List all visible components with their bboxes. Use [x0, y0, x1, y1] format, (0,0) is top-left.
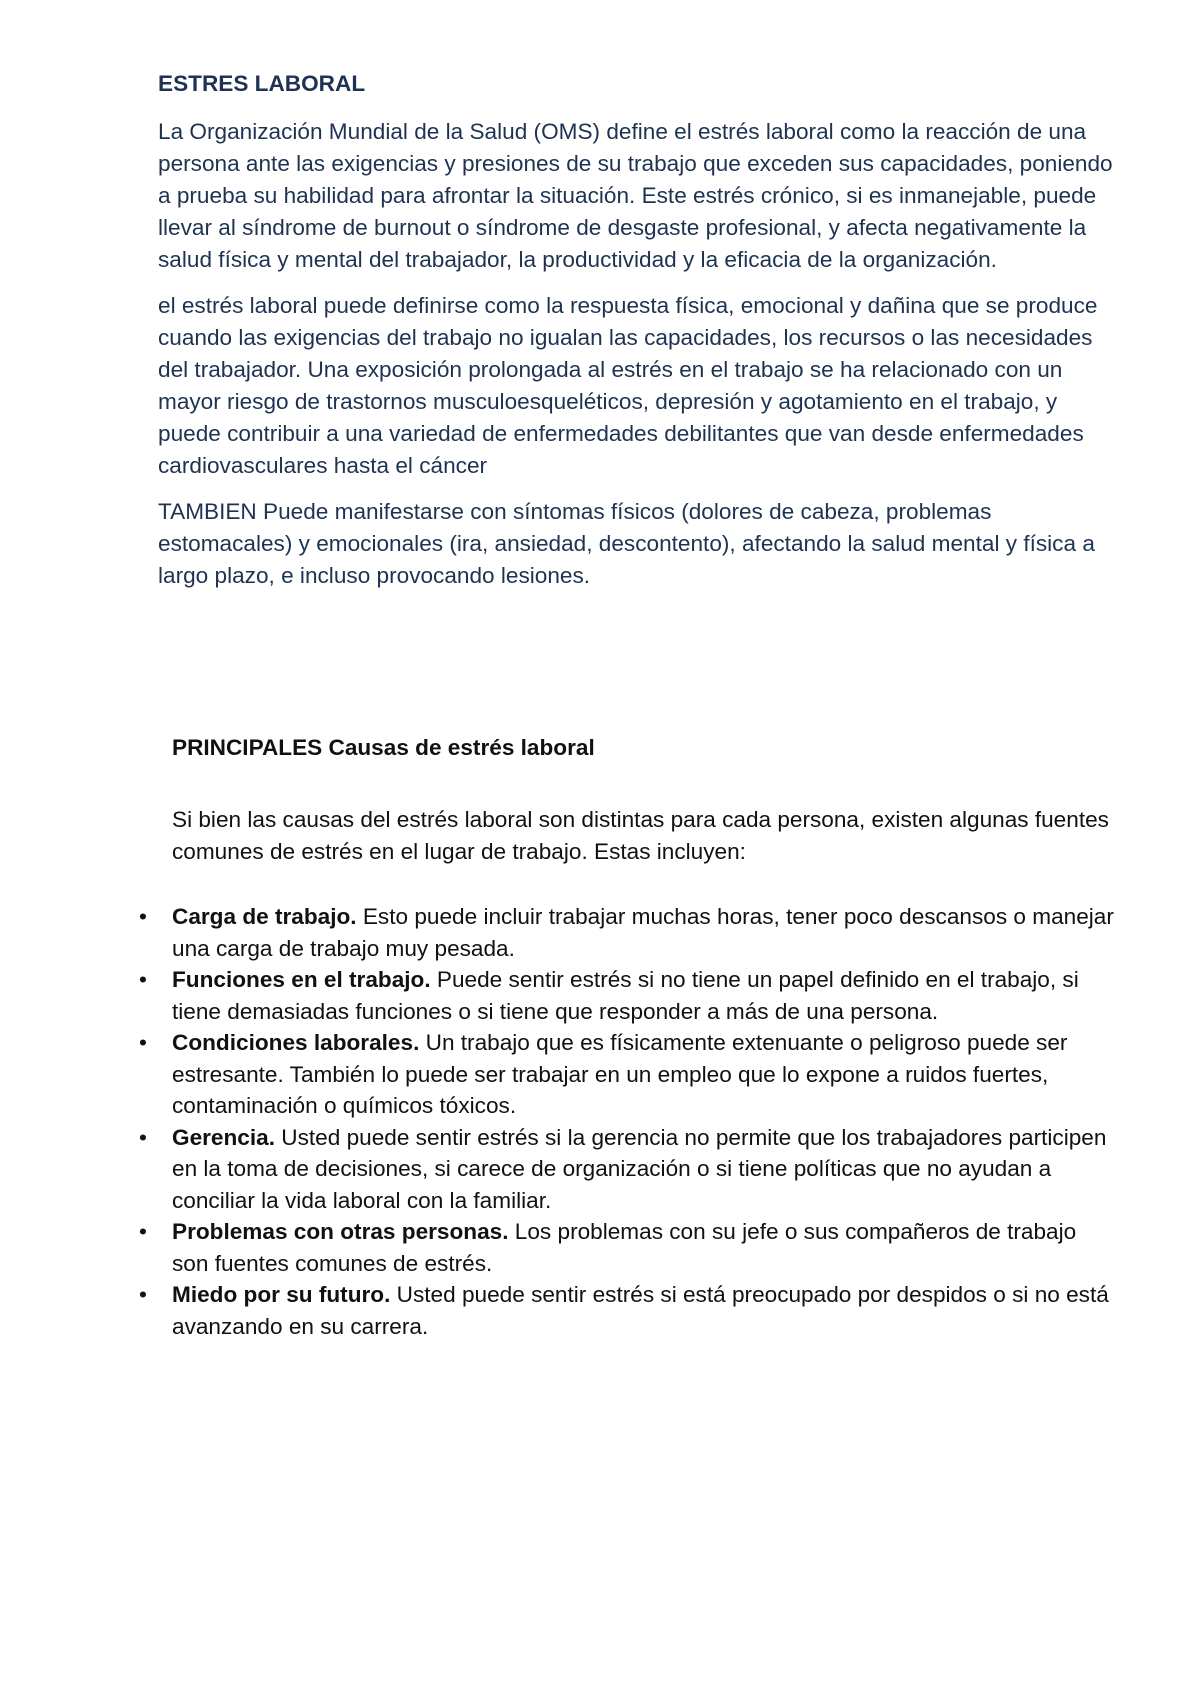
document-title: ESTRES LABORAL [158, 71, 366, 96]
list-item [139, 1216, 1118, 1279]
cause-term: Problemas con otras personas. [172, 1219, 509, 1244]
causes-section [139, 732, 1118, 1342]
bullet-icon: • [139, 1124, 147, 1150]
intro-section [158, 64, 1118, 606]
list-item [139, 1122, 1118, 1217]
cause-description: Los problemas con su jefe o sus compañeros de trabajo son fuentes comunes de estrés. [172, 1219, 1077, 1276]
bullet-icon: • [139, 1030, 147, 1055]
paragraph-symptoms: TAMBIEN Puede manifestarse con síntomas físicos (dolores de cabeza, problemas estomacales) y emocionales (ira, ansiedad, descontento), afectando la salud mental y física a largo plazo, e incluso provocando lesiones. [158, 499, 1095, 588]
cause-term: Gerencia. [172, 1124, 275, 1150]
causes-intro: Si bien las causas del estrés laboral son distintas para cada persona, existen algunas fuentes comunes de estrés en el lugar de trabajo. Estas incluyen: [172, 807, 1109, 864]
bullet-icon: • [139, 967, 147, 992]
bullet-icon: • [139, 1282, 147, 1307]
cause-description: Puede sentir estrés si no tiene un papel definido en el trabajo, si tiene demasiadas funciones o si tiene que responder a más de una persona. [172, 967, 1079, 1024]
list-item [139, 964, 1118, 1027]
list-item [139, 901, 1118, 964]
cause-description: Usted puede sentir estrés si la gerencia no permite que los trabajadores participen en la toma de decisiones, si carece de organización o si tiene políticas que no ayudan a conciliar la vida laboral con la familiar. [172, 1124, 1107, 1213]
list-item [139, 1027, 1118, 1122]
paragraph-oms-definition: La Organización Mundial de la Salud (OMS) define el estrés laboral como la reacción de una persona ante las exigencias y presiones de su trabajo que exceden sus capacidades, poniendo a prueba su habilidad para afrontar la situación. Este estrés crónico, si es inmanejable, puede llevar al síndrome de burnout o síndrome de desgaste profesional, y afecta negativamente la salud física y mental del trabajador, la productividad y la eficacia de la organización. [158, 119, 1113, 272]
causes-heading: PRINCIPALES Causas de estrés laboral [172, 735, 595, 760]
bullet-icon: • [139, 904, 147, 929]
cause-description: Usted puede sentir estrés si está preocupado por despidos o si no está avanzando en su carrera. [172, 1282, 1109, 1339]
causes-list [139, 901, 1118, 1342]
cause-term: Miedo por su futuro. [172, 1282, 391, 1307]
paragraph-physical-response: el estrés laboral puede definirse como la respuesta física, emocional y dañina que se produce cuando las exigencias del trabajo no igualan las capacidades, los recursos o las necesidades del trabajador. Una exposición prolongada al estrés en el trabajo se ha relacionado con un mayor riesgo de trastornos musculoesqueléticos, depresión y agotamiento en el trabajo, y puede contribuir a una variedad de enfermedades debilitantes que van desde enfermedades cardiovasculares hasta el cáncer [158, 293, 1098, 478]
bullet-icon: • [139, 1219, 147, 1244]
cause-term: Condiciones laborales. [172, 1030, 420, 1055]
cause-term: Funciones en el trabajo. [172, 967, 431, 992]
cause-term: Carga de trabajo. [172, 904, 357, 929]
cause-description: Esto puede incluir trabajar muchas horas, tener poco descansos o manejar una carga de trabajo muy pesada. [172, 904, 1114, 961]
list-item [139, 1279, 1118, 1342]
cause-description: Un trabajo que es físicamente extenuante o peligroso puede ser estresante. También lo puede ser trabajar en un empleo que lo expone a ruidos fuertes, contaminación o químicos tóxicos. [172, 1030, 1068, 1118]
